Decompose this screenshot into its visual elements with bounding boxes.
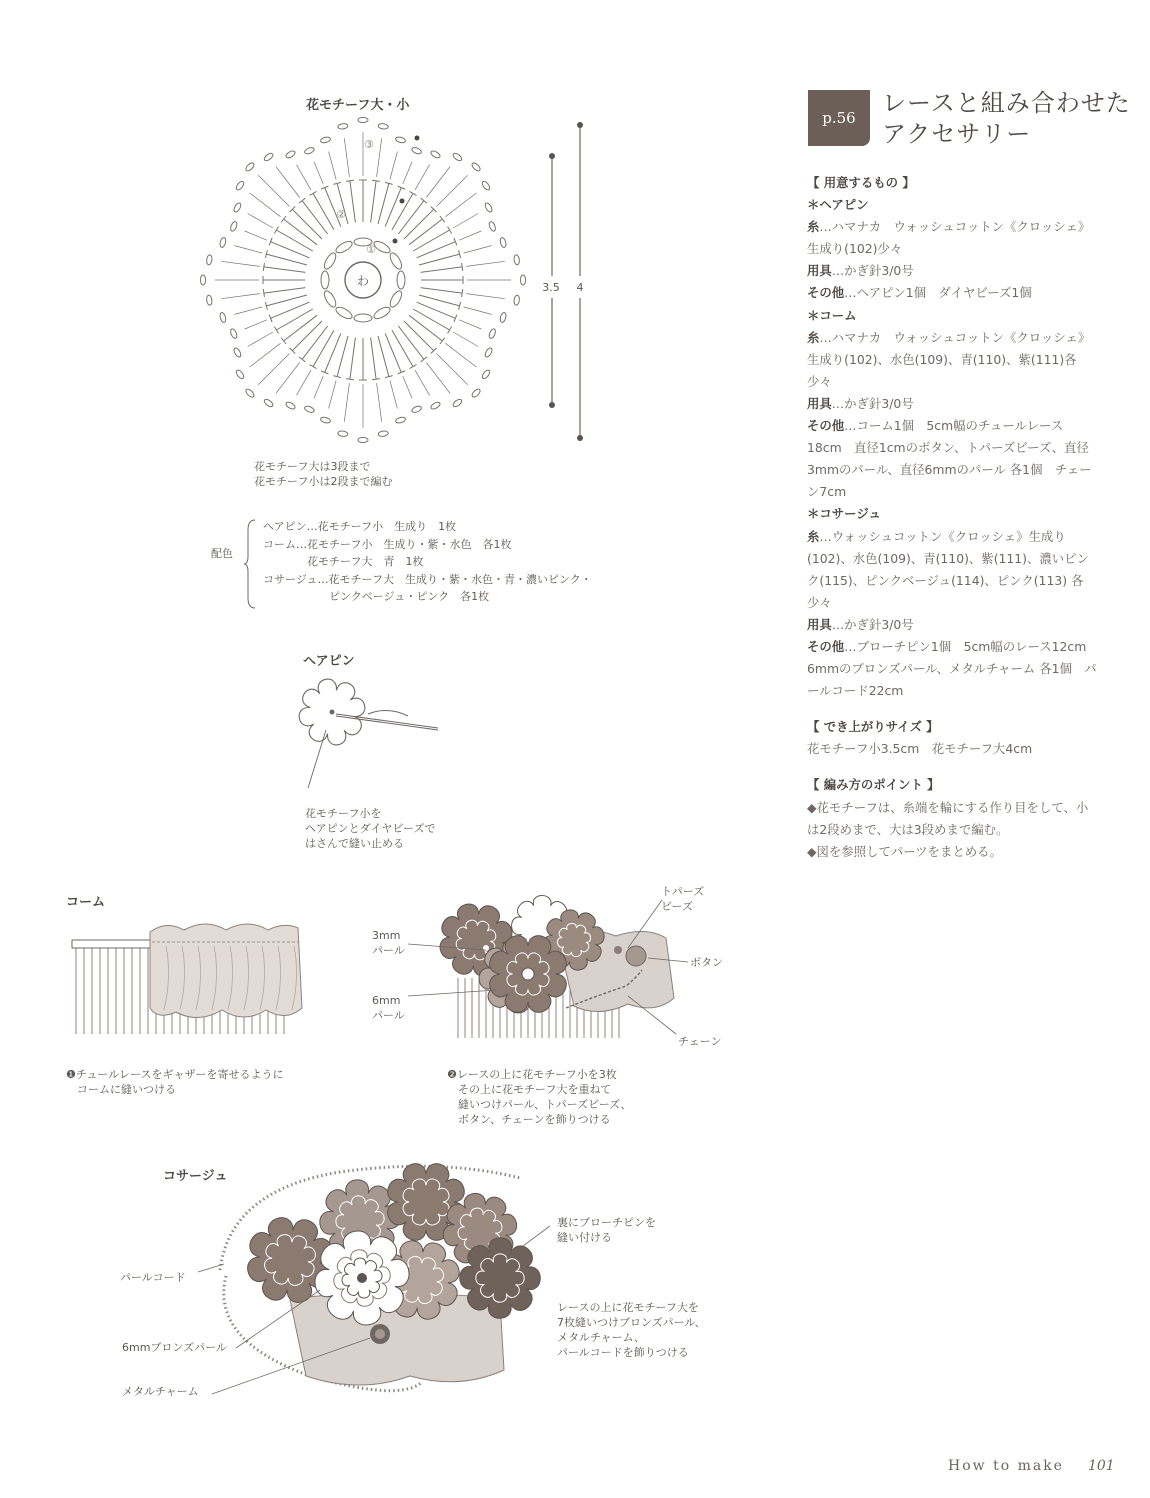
color-scheme-label: 配色 [211,547,233,560]
size-heading: 【 でき上がりサイズ 】 [807,719,939,735]
comb-step1 [66,1067,284,1097]
round-3-mark: ③ [364,138,374,151]
hairpin-caption-line: ヘアピンとダイヤビーズで [305,822,436,835]
label-chain: チェーン [678,1035,722,1048]
label-topaz-bead [661,884,704,914]
comb-step1-line: コームに縫いつける [66,1083,176,1096]
hairpin-other: その他…ヘアピン1個 ダイヤビーズ1個 [807,285,1032,301]
page-ref-badge: p.56 [808,90,870,146]
comb-tool: 用具…かぎ針3/0号 [807,395,914,411]
hairpin-caption [305,806,435,851]
corsage-note-2-line: レースの上に花モチーフ大を [557,1301,699,1314]
materials-heading: 【 用意するもの 】 [807,175,915,190]
color-scheme-line: 花モチーフ大 青 1枚 [263,555,424,568]
comb-yarn: 糸…ハマナカ ウォッシュコットン《クロッシェ》生成り(102)、水色(109)、青(110)、紫(111)各少々 [807,329,1091,389]
corsage-other: その他…ブローチピン1個 5cm幅のレース12cm 6mmのブロンズパール、メタルチャーム 各1個 パールコード22cm [807,638,1099,699]
ring-mark: わ [356,274,370,288]
hairpin-yarn: 糸…ハマナカ ウォッシュコットン《クロッシェ》生成り(102)少々 [807,219,1091,257]
round-1-mark: ① [366,243,376,256]
label-bronze-pearl: 6mmブロンズパール [122,1341,227,1354]
corsage-yarn: 糸…ウォッシュコットン《クロッシェ》生成り(102)、水色(109)、青(110)、紫(111)、濃いピンク(115)、ピンクベージュ(114)、ピンク(113) 各少々 [807,528,1089,610]
hairpin-caption-line: はさんで縫い止める [305,837,404,850]
chart-note-line: 花モチーフ小は2段まで編む [254,475,393,488]
color-scheme-line: ピンクベージュ・ピンク 各1枚 [263,590,490,603]
size-text: 花モチーフ小3.5cm 花モチーフ大4cm [807,741,1033,757]
points-item: ◆図を参照してパーツをまとめる。 [807,843,1002,859]
label-3mm-pearl [372,928,405,958]
points-heading: 【 編み方のポイント 】 [807,777,940,793]
comb-step2-line: ❷レースの上に花モチーフ小を3枚 [447,1068,617,1081]
comb-step1-illustration [66,912,326,1052]
corsage-note-1 [557,1215,656,1245]
button [626,946,646,966]
comb-step2-line: 縫いつけパール、トパーズビーズ、 [447,1098,632,1111]
comb-materials-title: ＊コーム [807,307,857,323]
points-item: ◆花モチーフは、糸端を輪にする作り目をして、小は2段めまで、大は3段めまで編む。 [807,799,1089,837]
corsage-note-2 [557,1300,706,1360]
corsage-title: コサージュ [163,1169,228,1184]
label-6mm-pearl-line: 6mm [372,994,401,1007]
brace [243,518,257,610]
dimension-large: 4 [576,281,584,294]
label-3mm-pearl-line: 3mm [372,929,401,942]
dimension-small: 3.5 [542,281,560,294]
label-6mm-pearl-line: パール [372,1009,405,1022]
corsage-materials-title: ＊コサージュ [807,506,881,522]
comb-title: コーム [66,895,106,910]
materials-panel [807,172,1097,863]
corsage-illustration [100,1150,700,1410]
label-pearl-cord: パールコード [120,1271,186,1284]
hairpin-caption-line: 花モチーフ小を [305,807,382,820]
corsage-note-2-line: 7枚縫いつけブロンズパール、 [557,1316,706,1329]
comb-step2 [447,1067,631,1127]
page-number: 101 [1087,1458,1115,1474]
hairpin-illustration [288,670,458,800]
label-metal-charm: メタルチャーム [122,1385,199,1398]
label-topaz-bead-line: ビーズ [661,900,694,913]
corsage-note-2-line: メタルチャーム、 [557,1331,645,1344]
hairpin-tool: 用具…かぎ針3/0号 [807,263,914,279]
footer-label: How to make [948,1458,1064,1474]
comb-step1-line: ❶チュールレースをギャザーを寄せるように [66,1068,284,1081]
color-scheme-list [263,518,592,606]
corsage-note-1-line: 裏にブローチピンを [557,1216,656,1229]
hairpin-materials-title: ＊ヘアピン [807,197,869,213]
corsage-note-2-line: パールコードを飾りつける [557,1346,689,1359]
color-scheme-line: コサージュ…花モチーフ大 生成り・紫・水色・青・濃いピンク・ [263,572,592,586]
color-scheme-line: ヘアピン…花モチーフ小 生成り 1枚 [263,520,457,533]
page-title-line: アクセサリー [882,120,1032,148]
crochet-chart [195,108,615,458]
round-2-mark: ② [336,208,346,221]
page-title [882,88,1131,150]
label-topaz-bead-line: トパーズ [661,885,705,898]
label-button: ボタン [690,956,723,969]
comb-other: その他…コーム1個 5cm幅のチュールレース18cm 直径1cmのボタン、トパーズビーズ、直径3mmのパール、直径6mmのパール 各1個 チェーン7cm [807,418,1092,500]
chart-note [254,459,392,489]
page-title-line: レースと組み合わせた [882,89,1131,117]
label-3mm-pearl-line: パール [372,944,405,957]
hairpin-title: ヘアピン [303,654,355,669]
corsage-tool: 用具…かぎ針3/0号 [807,616,914,632]
comb-step2-line: その上に花モチーフ大を重ねて [447,1083,612,1096]
comb-step2-line: ボタン、チェーンを飾りつける [447,1113,611,1126]
corsage-note-1-line: 縫い付ける [557,1231,612,1244]
page-footer [948,1458,1115,1474]
topaz-bead [614,946,622,954]
chart-title: 花モチーフ大・小 [306,98,410,113]
label-6mm-pearl [372,993,405,1023]
color-scheme-line: コーム…花モチーフ小 生成り・紫・水色 各1枚 [263,537,512,551]
chart-note-line: 花モチーフ大は3段まで [254,460,371,473]
